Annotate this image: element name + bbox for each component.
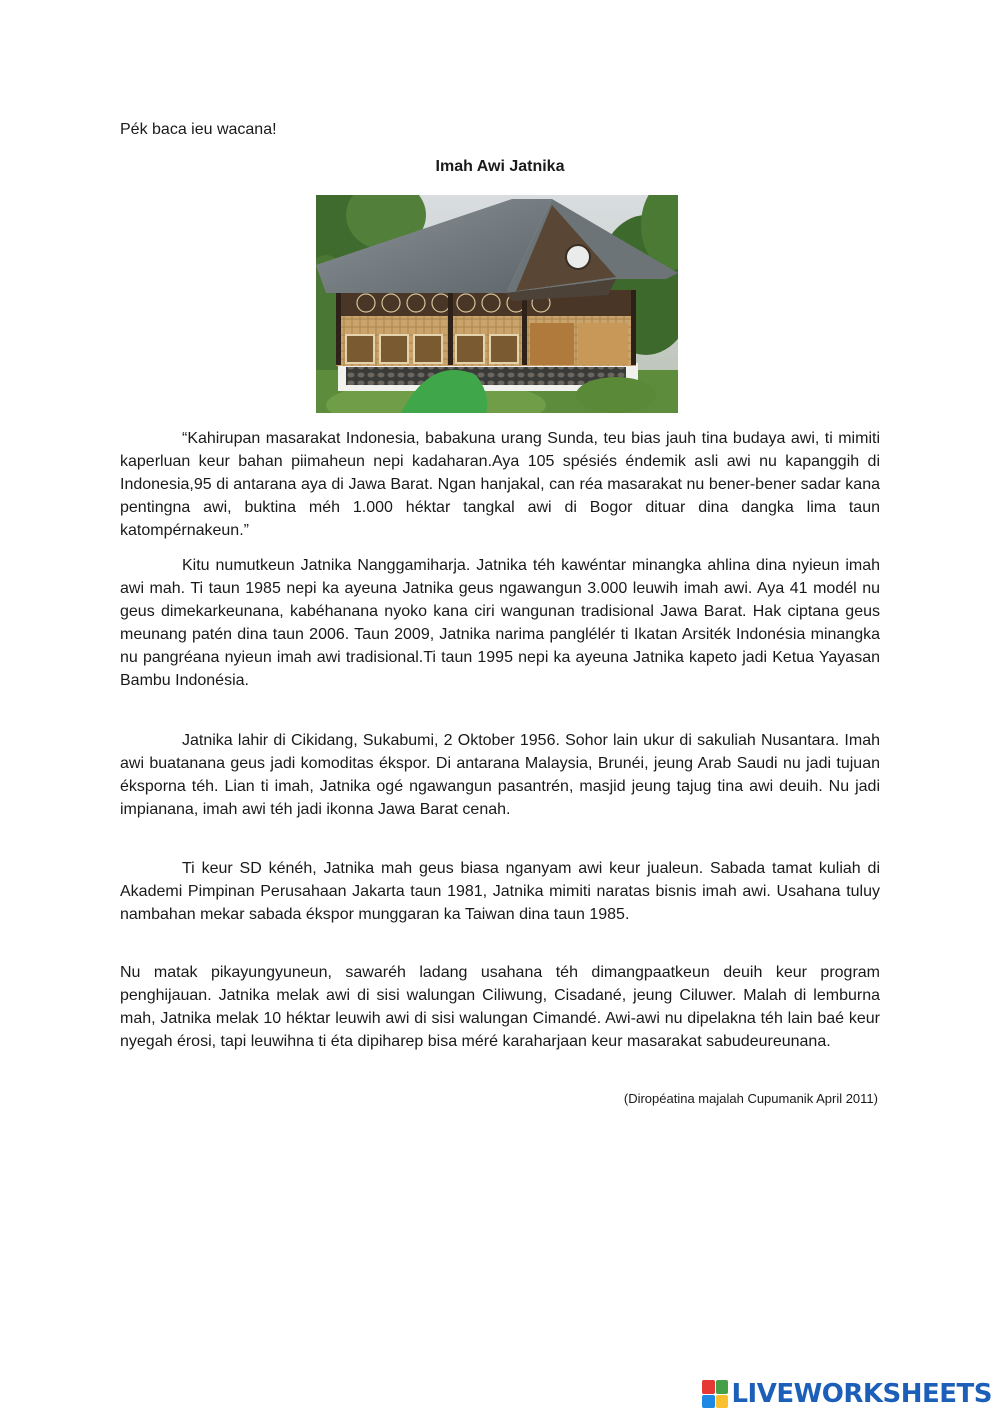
paragraph-4: Ti keur SD kénéh, Jatnika mah geus biasa nganyam awi keur jualeun. Sabada tamat kuliah di Akademi Pimpinan Perusahaan Jakarta taun 1981, Jatnika mimiti naratas bisnis imah awi. Usahana tuluy nambahan mekar sabada ékspor munggaran ka Taiwan dina taun 1985. [120, 860, 880, 923]
paragraph-1: “Kahirupan masarakat Indonesia, babakuna urang Sunda, teu bias jauh tina budaya awi, ti mimiti kaperluan keur bahan piimaheun nepi kadaharan.Aya 105 spésiés éndemik asli awi nu kapanggih di Indonesia,95 di antarana aya di Jawa Barat. Ngan hanjakal, can réa masarakat nu bener-bener sadar kana pentingna awi, buktina méh 1.000 héktar tangkal awi di Bogor dituar dina dangka lima taun katompérnakeun.” [120, 430, 880, 539]
liveworksheets-logo-icon [702, 1380, 728, 1408]
liveworksheets-logo[interactable] [702, 1378, 992, 1410]
paragraph-5: Nu matak pikayungyuneun, sawaréh ladang usahana téh dimangpaatkeun deuih keur program penghijauan. Jatnika melak awi di sisi walungan Ciliwung, Cisadané, jeung Ciluwer. Malah di lemburna mah, Jatnika melak 10 héktar leuwih awi di sisi walungan Cimandé. Awi-awi nu dipelakna téh lain baé keur nyegah érosi, tapi leuwihna ti éta dipiharep bisa méré karaharjaan keur masarakat sabudeureunana. [120, 964, 880, 1050]
instruction-text: Pék baca ieu wacana! [120, 121, 277, 138]
paragraph-2: Kitu numutkeun Jatnika Nanggamiharja. Jatnika téh kawéntar minangka ahlina dina nyieun imah awi mah. Ti taun 1985 nepi ka ayeuna Jatnika geus ngawangun 3.000 leuwih imah awi. Aya 41 modél nu geus dimekarkeunana, kabéhanana nyoko kana ciri wangunan tradisional Jawa Barat. Hak ciptana geus meunang patén dina taun 2006. Taun 2009, Jatnika narima panglélér ti Ikatan Arsiték Indonésia minangka nu pangréana nyieun imah awi tradisional.Ti taun 1995 nepi ka ayeuna Jatnika kapeto jadi Ketua Yayasan Bambu Indonésia. [120, 557, 880, 689]
paragraph-3: Jatnika lahir di Cikidang, Sukabumi, 2 Oktober 1956. Sohor lain ukur di sakuliah Nusantara. Imah awi buatanana geus jadi komoditas ékspor. Di antarana Malaysia, Brunéi, jeung Arab Saudi nu jadi tujuan éksporna téh. Lian ti imah, Jatnika ogé ngawangun pasantrén, masjid jeung tajug tina awi deuih. Nu jadi impianana, imah awi téh jadi ikonna Jawa Barat cenah. [120, 732, 880, 818]
page-title: Imah Awi Jatnika [435, 158, 565, 175]
source-citation: (Diropéatina majalah Cupumanik April 2011) [623, 1091, 878, 1106]
brand-text: LIVEWORKSHEETS [731, 1379, 992, 1409]
bamboo-house-photo [316, 195, 678, 413]
